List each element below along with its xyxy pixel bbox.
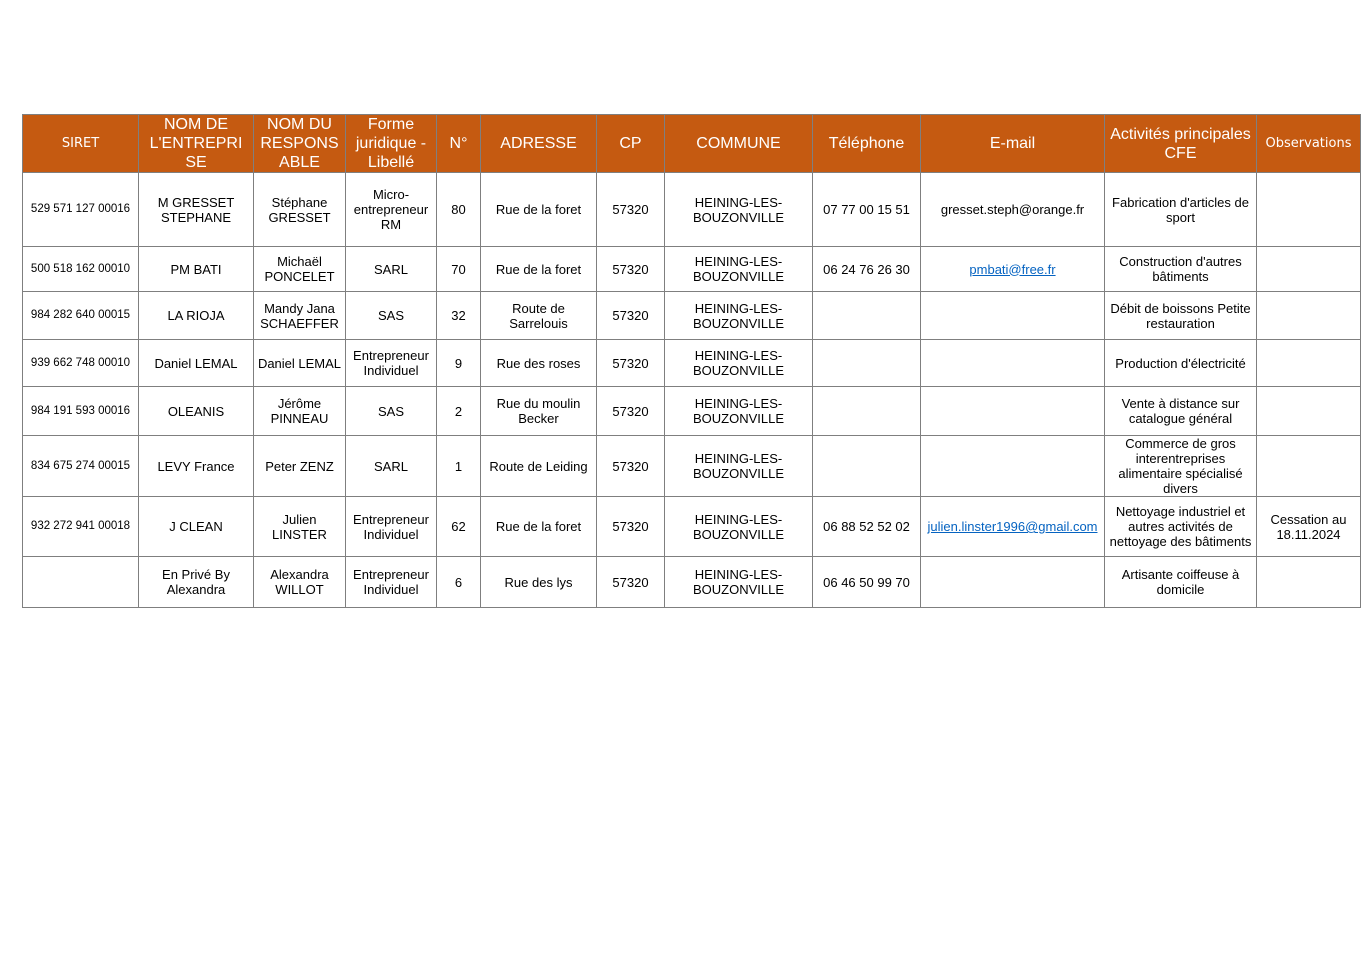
header-entreprise: NOM DE L'ENTREPRI SE xyxy=(139,115,254,173)
table-row xyxy=(23,173,1361,247)
cell-email xyxy=(921,497,1105,557)
cell-entreprise: PM BATI xyxy=(139,247,254,292)
cell-activites: Débit de boissons Petite restauration xyxy=(1105,292,1257,340)
table-row xyxy=(23,557,1361,608)
cell-adresse: Rue des roses xyxy=(481,340,597,387)
cell-commune: HEINING-LES-BOUZONVILLE xyxy=(665,173,813,247)
table-row xyxy=(23,247,1361,292)
cell-cp: 57320 xyxy=(597,292,665,340)
cell-responsable: Alexandra WILLOT xyxy=(254,557,346,608)
header-cp: CP xyxy=(597,115,665,173)
cell-adresse: Rue des lys xyxy=(481,557,597,608)
cell-observations xyxy=(1257,436,1361,497)
cell-siret: 984 191 593 00016 xyxy=(23,387,139,436)
cell-commune: HEINING-LES-BOUZONVILLE xyxy=(665,557,813,608)
cell-numero: 70 xyxy=(437,247,481,292)
cell-entreprise: LEVY France xyxy=(139,436,254,497)
cell-adresse: Rue de la foret xyxy=(481,247,597,292)
cell-entreprise: J CLEAN xyxy=(139,497,254,557)
cell-responsable: Peter ZENZ xyxy=(254,436,346,497)
cell-responsable: Stéphane GRESSET xyxy=(254,173,346,247)
cell-cp: 57320 xyxy=(597,557,665,608)
cell-activites: Fabrication d'articles de sport xyxy=(1105,173,1257,247)
cell-commune: HEINING-LES-BOUZONVILLE xyxy=(665,436,813,497)
cell-numero: 62 xyxy=(437,497,481,557)
cell-responsable: Jérôme PINNEAU xyxy=(254,387,346,436)
cell-activites: Nettoyage industriel et autres activités de nettoyage des bâtiments xyxy=(1105,497,1257,557)
cell-activites: Construction d'autres bâtiments xyxy=(1105,247,1257,292)
cell-telephone: 06 88 52 52 02 xyxy=(813,497,921,557)
cell-responsable: Michaël PONCELET xyxy=(254,247,346,292)
cell-forme-juridique: Micro-entrepreneur RM xyxy=(346,173,437,247)
cell-email xyxy=(921,247,1105,292)
cell-numero: 1 xyxy=(437,436,481,497)
cell-commune: HEINING-LES-BOUZONVILLE xyxy=(665,247,813,292)
cell-activites: Artisante coiffeuse à domicile xyxy=(1105,557,1257,608)
cell-cp: 57320 xyxy=(597,340,665,387)
cell-observations xyxy=(1257,292,1361,340)
cell-activites: Vente à distance sur catalogue général xyxy=(1105,387,1257,436)
cell-entreprise: En Privé By Alexandra xyxy=(139,557,254,608)
cell-commune: HEINING-LES-BOUZONVILLE xyxy=(665,497,813,557)
table-row xyxy=(23,292,1361,340)
cell-observations xyxy=(1257,173,1361,247)
cell-entreprise: OLEANIS xyxy=(139,387,254,436)
cell-siret: 932 272 941 00018 xyxy=(23,497,139,557)
header-email: E-mail xyxy=(921,115,1105,173)
cell-entreprise: LA RIOJA xyxy=(139,292,254,340)
cell-telephone: 06 46 50 99 70 xyxy=(813,557,921,608)
header-row xyxy=(23,115,1361,173)
email-text: gresset.steph@orange.fr xyxy=(940,202,1085,217)
cell-forme-juridique: Entrepreneur Individuel xyxy=(346,497,437,557)
cell-siret: 939 662 748 00010 xyxy=(23,340,139,387)
cell-email xyxy=(921,340,1105,387)
header-adresse: ADRESSE xyxy=(481,115,597,173)
cell-telephone xyxy=(813,340,921,387)
header-siret: SIRET xyxy=(23,115,139,173)
cell-siret: 529 571 127 00016 xyxy=(23,173,139,247)
cell-email xyxy=(921,173,1105,247)
cell-cp: 57320 xyxy=(597,436,665,497)
cell-siret: 834 675 274 00015 xyxy=(23,436,139,497)
cell-siret: 984 282 640 00015 xyxy=(23,292,139,340)
cell-entreprise: M GRESSET STEPHANE xyxy=(139,173,254,247)
header-numero: N° xyxy=(437,115,481,173)
cell-numero: 9 xyxy=(437,340,481,387)
cell-forme-juridique: SAS xyxy=(346,292,437,340)
cell-adresse: Rue du moulin Becker xyxy=(481,387,597,436)
header-responsable: NOM DU RESPONS ABLE xyxy=(254,115,346,173)
table-row xyxy=(23,436,1361,497)
cell-telephone xyxy=(813,387,921,436)
company-registry-table xyxy=(22,114,1361,608)
cell-adresse: Rue de la foret xyxy=(481,497,597,557)
cell-email xyxy=(921,557,1105,608)
email-link[interactable]: julien.linster1996@gmail.com xyxy=(927,519,1098,534)
cell-siret xyxy=(23,557,139,608)
cell-email xyxy=(921,292,1105,340)
cell-cp: 57320 xyxy=(597,497,665,557)
cell-observations: Cessation au 18.11.2024 xyxy=(1257,497,1361,557)
cell-forme-juridique: SARL xyxy=(346,436,437,497)
cell-adresse: Rue de la foret xyxy=(481,173,597,247)
cell-forme-juridique: Entrepreneur Individuel xyxy=(346,340,437,387)
table-row xyxy=(23,387,1361,436)
cell-email xyxy=(921,387,1105,436)
table-row xyxy=(23,340,1361,387)
cell-telephone xyxy=(813,436,921,497)
header-forme-juridique: Forme juridique - Libellé xyxy=(346,115,437,173)
cell-numero: 2 xyxy=(437,387,481,436)
cell-observations xyxy=(1257,247,1361,292)
email-link[interactable]: pmbati@free.fr xyxy=(969,261,1056,277)
cell-forme-juridique: SARL xyxy=(346,247,437,292)
header-activites: Activités principales CFE xyxy=(1105,115,1257,173)
cell-siret: 500 518 162 00010 xyxy=(23,247,139,292)
cell-observations xyxy=(1257,340,1361,387)
cell-numero: 6 xyxy=(437,557,481,608)
cell-forme-juridique: SAS xyxy=(346,387,437,436)
cell-activites: Commerce de gros interentreprises alimentaire spécialisé divers xyxy=(1105,436,1257,497)
cell-numero: 32 xyxy=(437,292,481,340)
cell-cp: 57320 xyxy=(597,247,665,292)
cell-commune: HEINING-LES-BOUZONVILLE xyxy=(665,387,813,436)
cell-activites: Production d'électricité xyxy=(1105,340,1257,387)
cell-telephone: 07 77 00 15 51 xyxy=(813,173,921,247)
header-observations: Observations xyxy=(1257,115,1361,173)
cell-entreprise: Daniel LEMAL xyxy=(139,340,254,387)
cell-adresse: Route de Sarrelouis xyxy=(481,292,597,340)
cell-cp: 57320 xyxy=(597,387,665,436)
cell-responsable: Julien LINSTER xyxy=(254,497,346,557)
cell-observations xyxy=(1257,387,1361,436)
cell-numero: 80 xyxy=(437,173,481,247)
cell-commune: HEINING-LES-BOUZONVILLE xyxy=(665,340,813,387)
cell-email xyxy=(921,436,1105,497)
cell-responsable: Mandy Jana SCHAEFFER xyxy=(254,292,346,340)
table-row xyxy=(23,497,1361,557)
cell-observations xyxy=(1257,557,1361,608)
cell-commune: HEINING-LES-BOUZONVILLE xyxy=(665,292,813,340)
cell-telephone xyxy=(813,292,921,340)
cell-cp: 57320 xyxy=(597,173,665,247)
cell-responsable: Daniel LEMAL xyxy=(254,340,346,387)
cell-forme-juridique: Entrepreneur Individuel xyxy=(346,557,437,608)
header-commune: COMMUNE xyxy=(665,115,813,173)
cell-adresse: Route de Leiding xyxy=(481,436,597,497)
cell-telephone: 06 24 76 26 30 xyxy=(813,247,921,292)
header-telephone: Téléphone xyxy=(813,115,921,173)
